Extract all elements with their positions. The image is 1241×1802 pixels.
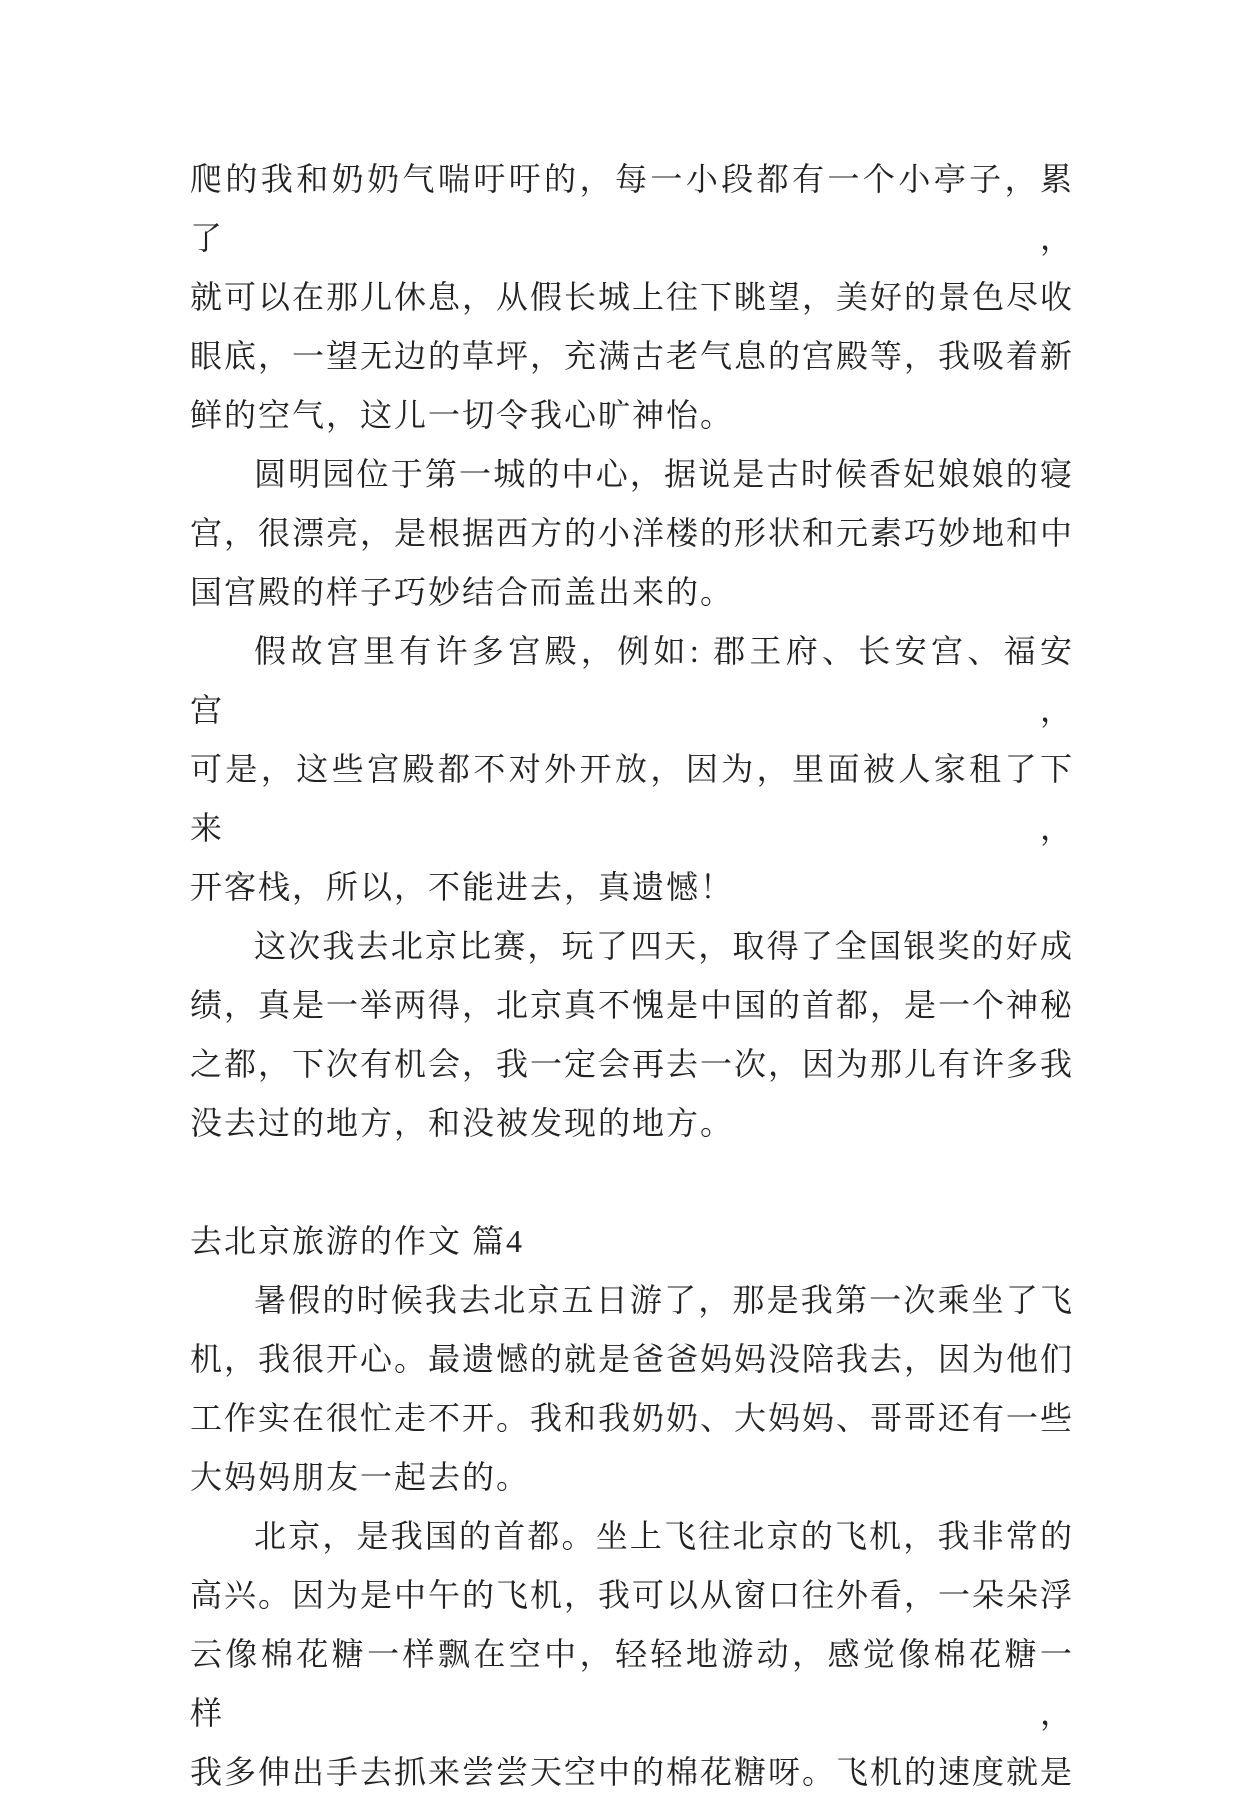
essay-section-heading: 去北京旅游的作文 篇4 <box>190 1223 525 1259</box>
text-line: 没去过的地方，和没被发现的地方。 <box>190 1105 735 1141</box>
text-line: 眼底，一望无边的草坪，充满古老气息的宫殿等，我吸着新 <box>190 338 1075 374</box>
text-line: 云像棉花糖一样飘在空中，轻轻地游动，感觉像棉花糖一样， <box>190 1636 1074 1731</box>
text-line: 开客栈，所以，不能进去，真遗憾！ <box>190 869 735 905</box>
text-line: 之都，下次有机会，我一定会再去一次，因为那儿有许多我 <box>190 1046 1075 1082</box>
text-line: 大妈妈朋友一起去的。 <box>190 1459 531 1495</box>
text-line: 机，我很开心。最遗憾的就是爸爸妈妈没陪我去，因为他们 <box>190 1341 1075 1377</box>
text-line: 假故宫里有许多宫殿，例如: 郡王府、长安宫、福安宫， <box>190 633 1074 728</box>
text-line: 这次我去北京比赛，玩了四天，取得了全国银奖的好成 <box>254 928 1074 964</box>
text-line: 就可以在那儿休息，从假长城上往下眺望，美好的景色尽收 <box>190 279 1075 315</box>
text-line: 高兴。因为是中午的飞机，我可以从窗口往外看，一朵朵浮 <box>190 1577 1075 1613</box>
text-line: 绩，真是一举两得，北京真不愧是中国的首都，是一个神秘 <box>190 987 1075 1023</box>
text-line: 我多伸出手去抓来尝尝天空中的棉花糖呀。飞机的速度就是 <box>190 1754 1075 1790</box>
text-line: 圆明园位于第一城的中心，据说是古时候香妃娘娘的寝 <box>254 456 1074 492</box>
text-line: 暑假的时候我去北京五日游了，那是我第一次乘坐了飞 <box>254 1282 1074 1318</box>
text-line: 鲜的空气，这儿一切令我心旷神怡。 <box>190 397 735 433</box>
text-line: 国宫殿的样子巧妙结合而盖出来的。 <box>190 574 735 610</box>
text-line: 可是，这些宫殿都不对外开放，因为，里面被人家租了下来， <box>190 751 1074 846</box>
text-line: 爬的我和奶奶气喘吁吁的，每一小段都有一个小亭子，累了， <box>190 161 1074 256</box>
text-line: 宫，很漂亮，是根据西方的小洋楼的形状和元素巧妙地和中 <box>190 515 1075 551</box>
text-line: 北京，是我国的首都。坐上飞往北京的飞机，我非常的 <box>254 1518 1074 1554</box>
essay-text-block <box>190 150 1074 1802</box>
text-line: 工作实在很忙走不开。我和我奶奶、大妈妈、哥哥还有一些 <box>190 1400 1075 1436</box>
